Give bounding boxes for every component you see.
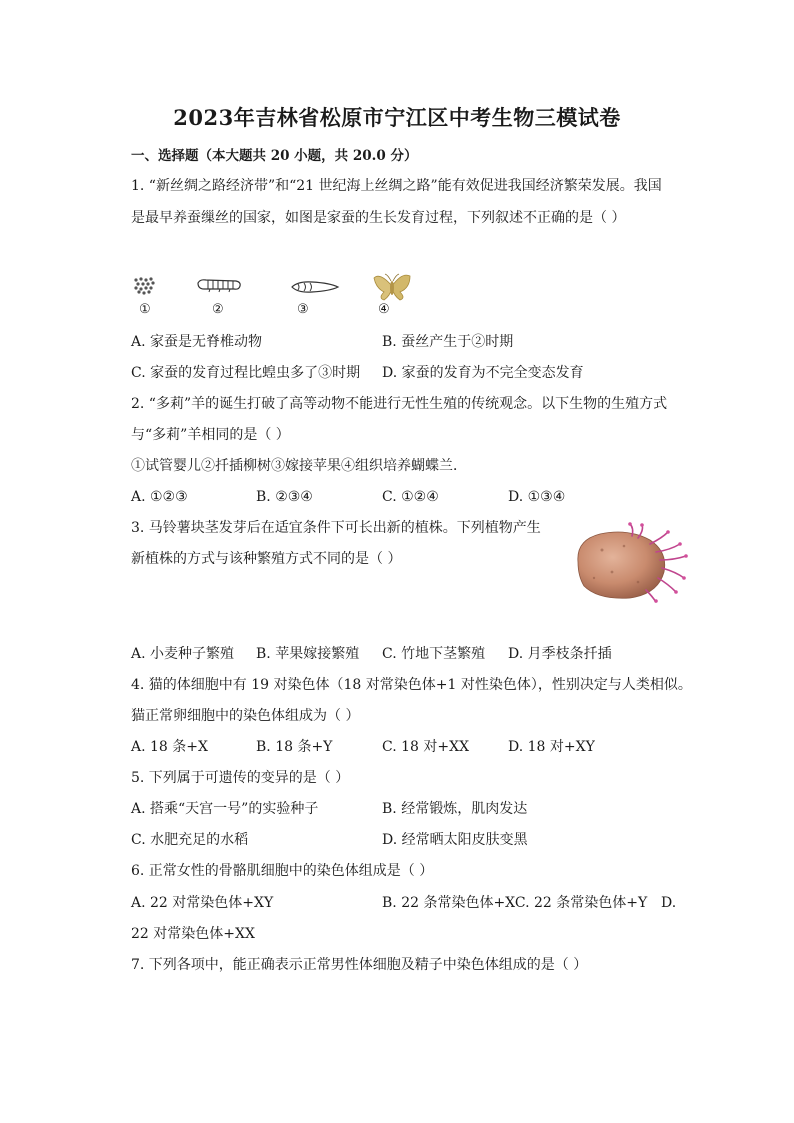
- q7-stem-line1: 7. 下列各项中，能正确表示正常男性体细胞及精子中染色体组成的是（ ）: [131, 957, 588, 973]
- q1-option-a: A. 家蚕是无脊椎动物: [131, 334, 263, 350]
- q4-option-a: A. 18 条+X: [131, 739, 208, 755]
- q1-option-c: C. 家蚕的发育过程比蝗虫多了③时期: [131, 365, 361, 381]
- q3-stem-line2: 新植株的方式与该种繁殖方式不同的是（ ）: [131, 551, 402, 567]
- q1-option-d: D. 家蚕的发育为不完全变态发育: [382, 365, 584, 381]
- q2-option-d: D. ①③④: [508, 489, 566, 505]
- q5-stem-line1: 5. 下列属于可遗传的变异的是（ ）: [131, 770, 350, 786]
- q5-option-b: B. 经常锻炼，肌肉发达: [382, 801, 528, 817]
- q4-option-c: C. 18 对+XX: [382, 739, 470, 755]
- q2-option-c: C. ①②④: [382, 489, 439, 505]
- q1-stem-line2: 是最早养蚕缫丝的国家，如图是家蚕的生长发育过程，下列叙述不正确的是（ ）: [131, 210, 626, 226]
- q2-stem-line1: 2. “多莉”羊的诞生打破了高等动物不能进行无性生殖的传统观念。以下生物的生殖方式: [131, 396, 668, 412]
- q2-stem-line3: ①试管婴儿②扦插柳树③嫁接苹果④组织培养蝴蝶兰．: [131, 458, 467, 474]
- q2-stem-line2: 与“多莉”羊相同的是（ ）: [131, 427, 290, 443]
- egg-stage-figure: [133, 276, 157, 296]
- pupa-stage-figure: [290, 280, 340, 294]
- q6-option-d-text: 22 对常染色体+XX: [131, 926, 255, 942]
- stage-label-3: ③: [297, 302, 309, 317]
- stage-label-4: ④: [378, 302, 390, 317]
- q3-option-d: D. 月季枝条扦插: [508, 646, 612, 662]
- q3-stem-line1: 3. 马铃薯块茎发芽后在适宜条件下可长出新的植株。下列植物产生: [131, 520, 541, 536]
- q2-option-a: A. ①②③: [131, 489, 188, 505]
- q6-stem-line1: 6. 正常女性的骨骼肌细胞中的染色体组成是（ ）: [131, 863, 434, 879]
- q4-stem-line2: 猫正常卵细胞中的染色体组成为（ ）: [131, 708, 360, 724]
- stage-label-2: ②: [212, 302, 224, 317]
- q6-option-a: A. 22 对常染色体+XY: [131, 895, 274, 911]
- page-title: 2023年吉林省松原市宁江区中考生物三模试卷: [173, 105, 621, 130]
- q3-option-b: B. 苹果嫁接繁殖: [256, 646, 360, 662]
- q6-option-d-label: D.: [661, 895, 677, 911]
- q5-option-a: A. 搭乘“天宫一号”的实验种子: [131, 801, 319, 817]
- q4-stem-line1: 4. 猫的体细胞中有 19 对染色体（18 对常染色体+1 对性染色体），性别决定与人类相似。: [131, 677, 692, 693]
- q1-stem-line1: 1. “新丝绸之路经济带”和“21 世纪海上丝绸之路”能有效促进我国经济繁荣发展。我国: [131, 178, 662, 194]
- q6-option-bc: B. 22 条常染色体+XC. 22 条常染色体+Y: [382, 895, 648, 911]
- moth-stage-figure: [370, 270, 414, 302]
- q5-option-c: C. 水肥充足的水稻: [131, 832, 249, 848]
- section-heading: 一、选择题（本大题共 20 小题，共 20.0 分）: [131, 148, 418, 164]
- q4-option-b: B. 18 条+Y: [256, 739, 333, 755]
- q5-option-d: D. 经常晒太阳皮肤变黑: [382, 832, 528, 848]
- sprouting-potato-figure: [572, 522, 690, 602]
- q3-option-a: A. 小麦种子繁殖: [131, 646, 235, 662]
- q2-option-b: B. ②③④: [256, 489, 313, 505]
- q3-option-c: C. 竹地下茎繁殖: [382, 646, 486, 662]
- q4-option-d: D. 18 对+XY: [508, 739, 595, 755]
- larva-stage-figure: [196, 277, 242, 293]
- q1-option-b: B. 蚕丝产生于②时期: [382, 334, 514, 350]
- stage-label-1: ①: [139, 302, 151, 317]
